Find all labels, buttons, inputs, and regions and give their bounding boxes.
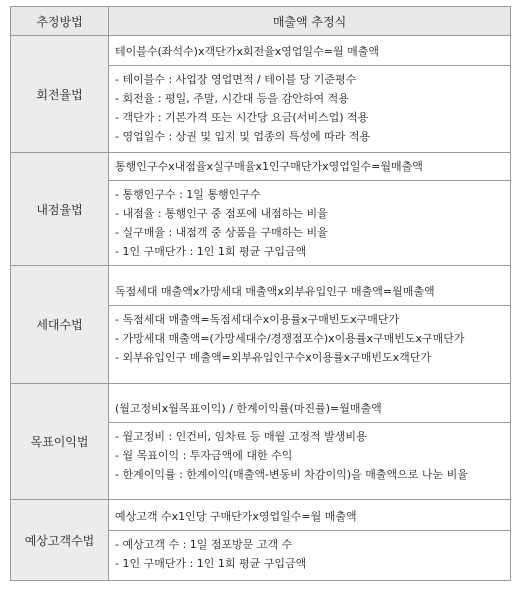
list-item: - 통행인구수 : 1일 통행인구수 bbox=[115, 188, 261, 201]
header-formula: 매출액 추정식 bbox=[109, 7, 511, 36]
list-item: - 한계이익률 : 한계이익(매출액-변동비 차감이익)을 매출액으로 나눈 비율 bbox=[115, 468, 468, 481]
method-name: 예상고객수법 bbox=[11, 500, 109, 581]
list-item: - 월 목표이익 : 투자금액에 대한 수익 bbox=[115, 449, 293, 462]
method-content bbox=[109, 266, 511, 384]
list-item: - 영업일수 : 상권 및 입지 및 업종의 특성에 따라 적용 bbox=[115, 130, 371, 143]
formula: (월고정비x월목표이익) / 한계이익률(마진률)=월매출액 bbox=[109, 396, 510, 423]
table-row bbox=[11, 153, 511, 266]
list-item: - 실구매율 : 내점객 중 상품을 구매하는 비율 bbox=[115, 226, 328, 239]
header-row bbox=[11, 7, 511, 36]
method-content bbox=[109, 384, 511, 500]
method-name: 회전율법 bbox=[11, 36, 109, 153]
list-item: - 1인 구매단가 : 1인 1회 평균 구입금액 bbox=[115, 245, 307, 258]
header-method: 추정방법 bbox=[11, 7, 109, 36]
bullet-list bbox=[109, 66, 510, 149]
list-item: - 독점세대 매출액=독점세대수x이용률x구매빈도x구매단가 bbox=[115, 313, 400, 326]
formula: 독점세대 매출액x가망세대 매출액x외부유입인구 매출액=월매출액 bbox=[109, 279, 510, 306]
list-item: - 외부유입인구 매출액=외부유입인구수x이용률x구매빈도x객단가 bbox=[115, 351, 431, 364]
formula: 테이블수(좌석수)x객단가x회전율x영업일수=월 매출액 bbox=[109, 39, 510, 66]
list-item: - 가망세대 매출액=(가망세대수/경쟁점포수)x이용률x구매빈도x구매단가 bbox=[115, 332, 465, 345]
bullet-list bbox=[109, 531, 510, 576]
formula: 통행인구수x내점율x실구매율x1인구매단가x영업일수=월매출액 bbox=[109, 154, 510, 181]
formula: 예상고객 수x1인당 구매단가x영업일수=월 매출액 bbox=[109, 504, 510, 531]
list-item: - 회전율 : 평일, 주말, 시간대 등을 감안하여 적용 bbox=[115, 92, 349, 105]
bullet-list bbox=[109, 306, 510, 370]
table-row bbox=[11, 384, 511, 500]
method-content bbox=[109, 36, 511, 153]
table-row bbox=[11, 500, 511, 581]
method-name: 목표이익법 bbox=[11, 384, 109, 500]
method-content bbox=[109, 500, 511, 581]
table-row bbox=[11, 36, 511, 153]
list-item: - 객단가 : 기본가격 또는 시간당 요금(서비스업) 적용 bbox=[115, 111, 369, 124]
list-item: - 1인 구매단가 : 1인 1회 평균 구입금액 bbox=[115, 557, 307, 570]
method-content bbox=[109, 153, 511, 266]
list-item: - 예상고객 수 : 1일 점포방문 고객 수 bbox=[115, 538, 293, 551]
bullet-list bbox=[109, 423, 510, 487]
bullet-list bbox=[109, 181, 510, 264]
list-item: - 내점율 : 통행인구 중 점포에 내점하는 비율 bbox=[115, 207, 328, 220]
method-name: 내점율법 bbox=[11, 153, 109, 266]
list-item: - 월고정비 : 인건비, 임차료 등 매월 고정적 발생비용 bbox=[115, 430, 367, 443]
table-row bbox=[11, 266, 511, 384]
sales-estimation-table bbox=[10, 6, 511, 581]
method-name: 세대수법 bbox=[11, 266, 109, 384]
list-item: - 테이블수 : 사업장 영업면적 / 테이블 당 기준평수 bbox=[115, 73, 357, 86]
